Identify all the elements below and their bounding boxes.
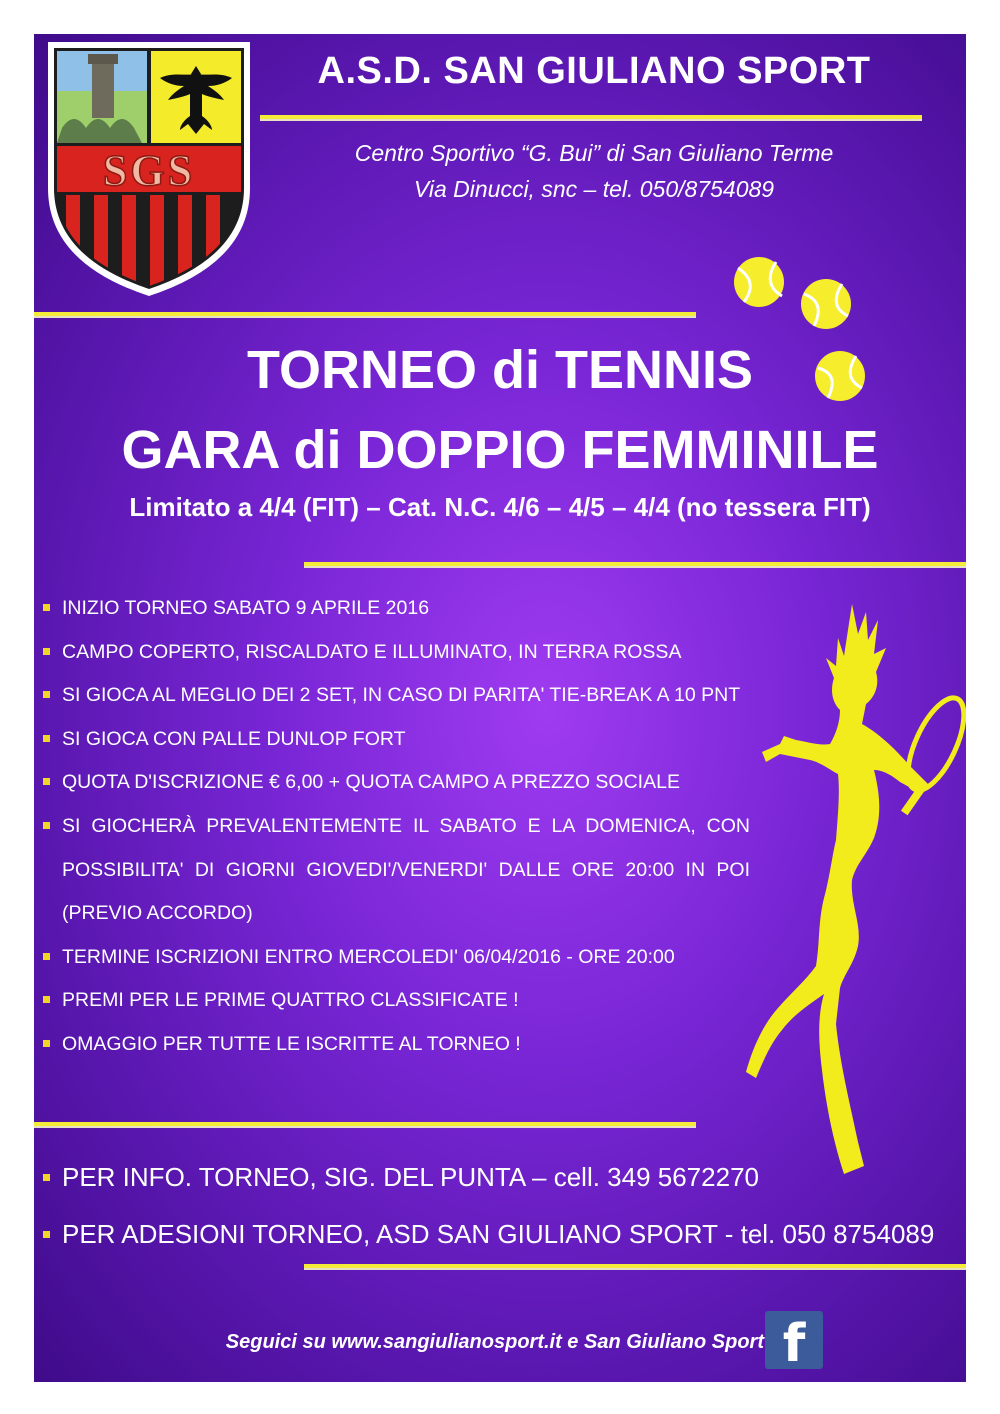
bullet-icon	[43, 1040, 50, 1047]
facebook-icon[interactable]: f	[765, 1311, 823, 1369]
tournament-subtitle-title: GARA di DOPPIO FEMMINILE	[121, 420, 879, 480]
club-name: A.S.D. SAN GIULIANO SPORT	[317, 50, 871, 92]
address-line-2: Via Dinucci, snc – tel. 050/8754089	[413, 176, 775, 202]
bullet-icon	[43, 953, 50, 960]
tennis-player-silhouette	[740, 594, 966, 1184]
divider-line	[260, 115, 922, 119]
divider-line	[304, 1264, 966, 1268]
bullet-icon	[43, 1231, 50, 1238]
bullet-icon	[43, 604, 50, 611]
poster	[34, 34, 966, 1382]
list-item: PER INFO. TORNEO, SIG. DEL PUNTA – cell. 349 5672270	[34, 1149, 966, 1206]
bullet-icon	[43, 691, 50, 698]
list-item: CAMPO COPERTO, RISCALDATO E ILLUMINATO, IN TERRA ROSSA	[34, 631, 750, 675]
list-item: OMAGGIO PER TUTTE LE ISCRITTE AL TORNEO !	[34, 1023, 750, 1067]
address-line-1: Centro Sportivo “G. Bui” di San Giuliano Terme	[354, 140, 834, 166]
list-item: TERMINE ISCRIZIONI ENTRO MERCOLEDI' 06/04/2016 - ORE 20:00	[34, 936, 750, 980]
club-crest-logo	[44, 38, 254, 300]
list-item: SI GIOCA CON PALLE DUNLOP FORT	[34, 718, 750, 762]
list-item: SI GIOCHERÀ PREVALENTEMENTE IL SABATO E LA DOMENICA, CON POSSIBILITA' DI GIORNI GIOVEDI'/VENERDI' DALLE ORE 20:00 IN POI (PREVIO ACCORDO)	[34, 805, 750, 936]
bullet-icon	[43, 735, 50, 742]
list-item: SI GIOCA AL MEGLIO DEI 2 SET, IN CASO DI PARITA' TIE-BREAK A 10 PNT	[34, 674, 750, 718]
list-item: PER ADESIONI TORNEO, ASD SAN GIULIANO SPORT - tel. 050 8754089	[34, 1206, 966, 1263]
bullet-icon	[43, 996, 50, 1003]
list-item: INIZIO TORNEO SABATO 9 APRILE 2016	[34, 587, 750, 631]
crest-initials: SGS	[102, 146, 196, 195]
list-item: QUOTA D'ISCRIZIONE € 6,00 + QUOTA CAMPO A PREZZO SOCIALE	[34, 761, 750, 805]
bullet-icon	[43, 822, 50, 829]
divider-line	[34, 312, 696, 316]
contacts-list	[34, 1149, 966, 1263]
bullet-icon	[43, 1174, 50, 1181]
social-footer: Seguici su www.sangiulianosport.it e San Giuliano Sport	[225, 1331, 764, 1353]
category-limits: Limitato a 4/4 (FIT) – Cat. N.C. 4/6 – 4/5 – 4/4 (no tessera FIT)	[129, 492, 871, 522]
details-list	[34, 587, 750, 1067]
bullet-icon	[43, 778, 50, 785]
bullet-icon	[43, 648, 50, 655]
divider-line	[34, 1122, 696, 1126]
tournament-title: TORNEO di TENNIS	[246, 340, 754, 400]
divider-line	[304, 562, 966, 566]
list-item: PREMI PER LE PRIME QUATTRO CLASSIFICATE !	[34, 979, 750, 1023]
